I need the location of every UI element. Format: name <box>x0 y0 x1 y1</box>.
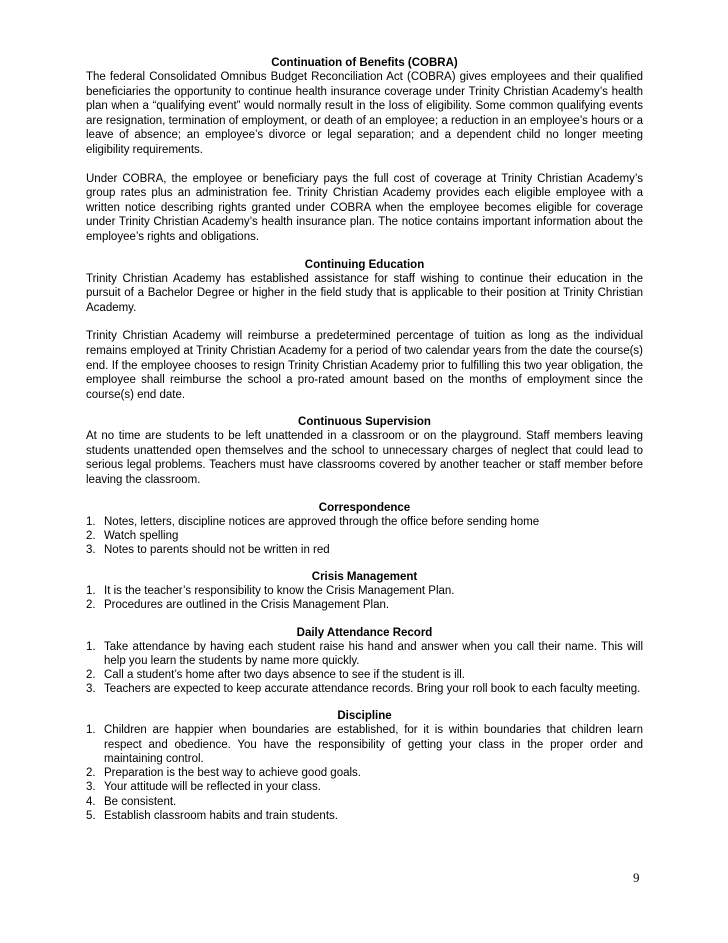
list-item: 1. It is the teacher’s responsibility to know the Crisis Management Plan. <box>86 585 455 598</box>
continuing-education-paragraph-1: Trinity Christian Academy has established assistance for staff wishing to continue their education in the pursuit of a Bachelor Degree or higher in the field study that is applicable to their position at Trinity Christian Academy. <box>86 272 643 314</box>
cobra-paragraph-1: The federal Consolidated Omnibus Budget Reconciliation Act (COBRA) gives employees and their qualified beneficiaries the opportunity to continue health insurance coverage under Trinity Christian Academy’s health plan when a “qualifying event” would normally result in the loss of eligibility. Some common qualifying events are resignation, termination of employment, or death of an employee; a reduction in an employee’s hours or a leave of absence; an employee’s divorce or legal separation; and a dependent child no longer meeting eligibility requirements. <box>86 71 643 156</box>
discipline-heading: Discipline <box>337 710 392 723</box>
continuous-supervision-heading: Continuous Supervision <box>298 416 431 429</box>
list-item: 5. Establish classroom habits and train students. <box>86 809 338 822</box>
cobra-heading: Continuation of Benefits (COBRA) <box>271 57 458 69</box>
cobra-paragraph-2: Under COBRA, the employee or beneficiary pays the full cost of coverage at Trinity Christian Academy’s group rates plus an administration fee. Trinity Christian Academy provides each eligible employee with a written notice describing rights granted under COBRA when the employee becomes eligible for coverage under Trinity Christian Academy’s health insurance plan. The notice contains important information about the employee’s rights and obligations. <box>86 172 643 243</box>
list-item: 3. Notes to parents should not be written in red <box>86 544 330 557</box>
continuous-supervision-paragraph: At no time are students to be left unattended in a classroom or on the playground. Staff members leaving students unattended open themselves and the school to unnecessary charges of neglect that could lead to serious legal problems. Teachers must have classrooms covered by another teacher or staff member before leaving the classroom. <box>86 430 643 487</box>
list-item: 4. Be consistent. <box>86 795 177 808</box>
daily-attendance-heading: Daily Attendance Record <box>296 626 433 639</box>
list-item: 3. Your attitude will be reflected in your class. <box>86 781 321 794</box>
correspondence-list <box>86 515 643 558</box>
document-page <box>86 56 643 823</box>
page-number: 9 <box>633 870 640 885</box>
continuing-education-heading: Continuing Education <box>304 258 425 271</box>
list-item: 1. Children are happier when boundaries are established, for it is within boundaries that children learn respect and obedience. You have the responsibility of getting your class in the proper order and maintaining control. <box>86 724 643 765</box>
crisis-management-list <box>86 584 643 612</box>
crisis-management-heading: Crisis Management <box>311 571 418 584</box>
list-item: 1. Notes, letters, discipline notices are approved through the office before sending home <box>86 515 540 528</box>
list-item: 3. Teachers are expected to keep accurate attendance records. Bring your roll book to each faculty meeting. <box>86 683 641 696</box>
correspondence-heading: Correspondence <box>318 501 411 514</box>
list-item: 2. Preparation is the best way to achieve good goals. <box>86 767 361 780</box>
daily-attendance-list <box>86 640 643 697</box>
list-item: 1. Take attendance by having each student raise his hand and answer when you call their name. This will help you learn the students by name more quickly. <box>86 640 643 667</box>
discipline-list <box>86 723 643 822</box>
list-item: 2. Watch spelling <box>86 529 179 542</box>
list-item: 2. Call a student’s home after two days absence to see if the student is ill. <box>86 669 465 682</box>
continuing-education-paragraph-2: Trinity Christian Academy will reimburse a predetermined percentage of tuition as long as the individual remains employed at Trinity Christian Academy for a period of two calendar years from the date the course(s) end. If the employee chooses to resign Trinity Christian Academy prior to fulfilling this two year obligation, the employee shall reimburse the school a pro-rated amount based on the months of employment since the course(s) end date. <box>86 330 643 401</box>
list-item: 2. Procedures are outlined in the Crisis Management Plan. <box>86 599 390 612</box>
